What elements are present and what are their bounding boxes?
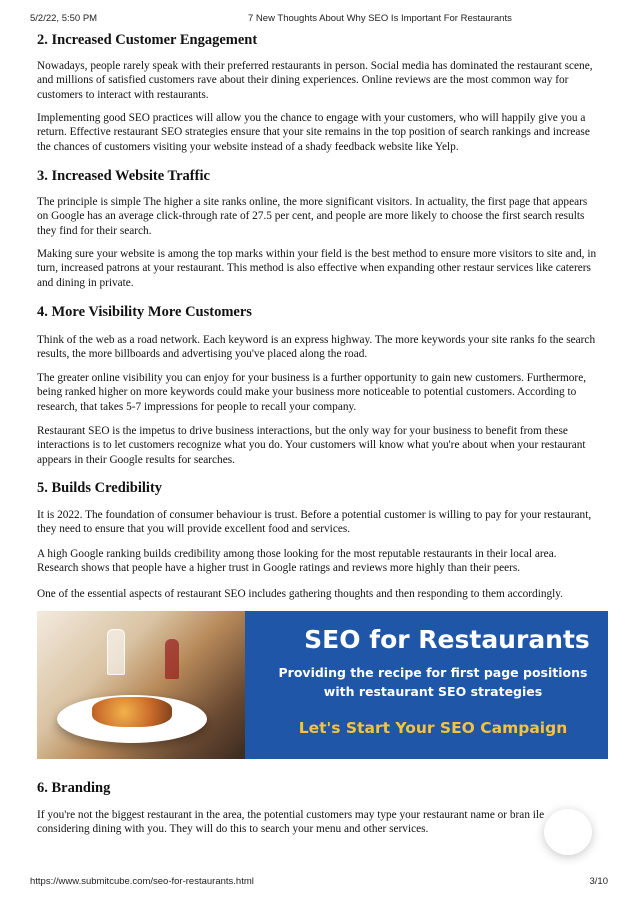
print-page-title: 7 New Thoughts About Why SEO Is Important For Restaurants bbox=[248, 13, 512, 24]
section-4 bbox=[37, 303, 599, 321]
banner-cta[interactable]: Let's Start Your SEO Campaign bbox=[298, 719, 568, 737]
paragraph: Making sure your website is among the top marks within your field is the best method to ensure more visitors to site and, in turn, increased patrons at your restaurant. This method is also effective when expanding other restaur services like caterers and dining in private. bbox=[37, 248, 597, 289]
section-5 bbox=[37, 479, 599, 497]
section-heading: 2. Increased Customer Engagement bbox=[37, 32, 258, 48]
section-heading: 5. Builds Credibility bbox=[37, 480, 163, 496]
paragraph: It is 2022. The foundation of consumer behaviour is trust. Before a potential customer is willing to pay for your restaurant, they need to ensure that you will provide excellent food and services. bbox=[37, 509, 592, 536]
section-4-paragraph-2 bbox=[37, 371, 599, 414]
banner-subtitle bbox=[263, 663, 603, 701]
seo-restaurants-banner[interactable] bbox=[37, 611, 608, 759]
section-2 bbox=[37, 31, 599, 49]
wine-bottle-icon bbox=[165, 639, 179, 679]
banner-subtitle-line-2: with restaurant SEO strategies bbox=[323, 684, 543, 699]
section-5-paragraph-3 bbox=[37, 587, 599, 601]
wine-glass-icon bbox=[107, 629, 125, 675]
section-2-paragraph-1 bbox=[37, 59, 599, 102]
chat-widget-button[interactable] bbox=[544, 809, 592, 855]
print-page-number: 3/10 bbox=[589, 876, 608, 887]
print-url: https://www.submitcube.com/seo-for-restaurants.html bbox=[30, 876, 254, 887]
print-footer bbox=[30, 876, 608, 887]
paragraph: Implementing good SEO practices will allow you the chance to engage with your customers, who will happily give you a return. Effective restaurant SEO strategies ensure that your site remains in the top position of search rankings and increase the chances of customers visiting your website instead of a shady feedback website like Yelp. bbox=[37, 112, 590, 153]
banner-title: SEO for Restaurants bbox=[304, 625, 590, 654]
section-heading: 3. Increased Website Traffic bbox=[37, 168, 210, 184]
section-6-paragraph-1 bbox=[37, 808, 599, 837]
paragraph: Restaurant SEO is the impetus to drive business interactions, but the only way for your business to benefit from these interactions is to let customers recognize what you do. Your customers will know what you're about when your restaurant appears in their Google results for searches. bbox=[37, 425, 586, 466]
section-3-paragraph-1 bbox=[37, 195, 599, 238]
paragraph: Nowadays, people rarely speak with their preferred restaurants in person. Social media has dominated the restaurant scene, and millions of satisfied customers rave about their dining experiences. Online reviews are the most common way for customers to interact with restaurants. bbox=[37, 60, 593, 101]
section-3-paragraph-2 bbox=[37, 247, 599, 290]
section-5-paragraph-1 bbox=[37, 508, 599, 537]
section-heading: 6. Branding bbox=[37, 780, 111, 796]
section-4-paragraph-3 bbox=[37, 424, 599, 467]
paragraph: The greater online visibility you can enjoy for your business is a further opportunity to gain new customers. Furthermore, being ranked higher on more keywords could make your business more noticeable to potential customers. According to research, that takes 5-7 impressions for people to recall your company. bbox=[37, 372, 587, 413]
food-dish-icon bbox=[92, 697, 172, 727]
paragraph: If you're not the biggest restaurant in the area, the potential customers may type your restaurant name or bran ile considering dining with you. They will do this to search your menu and other services. bbox=[37, 809, 545, 836]
section-5-paragraph-2 bbox=[37, 547, 599, 576]
section-6 bbox=[37, 779, 599, 797]
print-datetime: 5/2/22, 5:50 PM bbox=[30, 13, 98, 24]
paragraph: The principle is simple The higher a site ranks online, the more significant visitors. In actuality, the first page that appears on Google has an average click-through rate of 27.5 per cent, and people are more likely to choose the first search results they find for their search. bbox=[37, 196, 588, 237]
paragraph: Think of the web as a road network. Each keyword is an express highway. The more keywords your site ranks fo the search results, the more billboards and advertising you've placed along the road. bbox=[37, 334, 596, 361]
section-3 bbox=[37, 167, 599, 185]
paragraph: A high Google ranking builds credibility among those looking for the most reputable restaurants in their local area. Research shows that people have a higher trust in Google ratings and reviews more highly than their peers. bbox=[37, 548, 557, 575]
banner-subtitle-line-1: Providing the recipe for first page positions bbox=[278, 665, 588, 680]
section-4-paragraph-1 bbox=[37, 333, 599, 362]
section-2-paragraph-2 bbox=[37, 111, 599, 154]
paragraph: One of the essential aspects of restaurant SEO includes gathering thoughts and then responding to them accordingly. bbox=[37, 588, 564, 600]
restaurant-food-photo bbox=[37, 611, 245, 759]
section-heading: 4. More Visibility More Customers bbox=[37, 304, 252, 320]
